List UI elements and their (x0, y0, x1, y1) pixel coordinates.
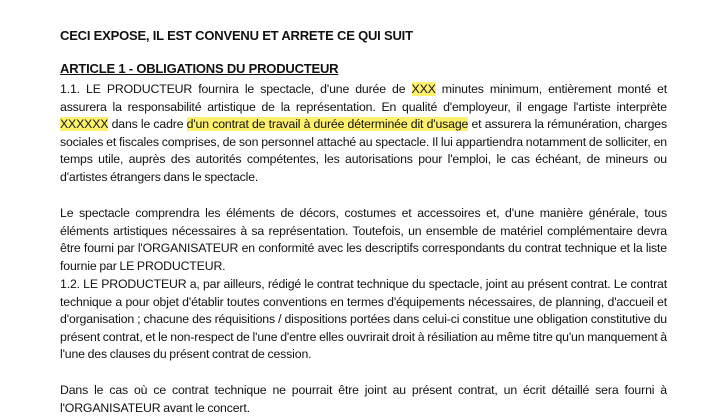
article-title: ARTICLE 1 - OBLIGATIONS DU PRODUCTEUR (60, 61, 339, 76)
text-run: minutes minimum, entièrement monté et assurera la responsabilité artistique de la représentation. En qualité d'employeur, il engage l'artiste interprète (60, 82, 667, 114)
highlight-artist-name: XXXXXX (60, 117, 109, 132)
text-run: dans le cadre (108, 117, 187, 132)
highlight-duration: XXX (411, 82, 436, 96)
paragraph-decor: Le spectacle comprendra les éléments de décors, costumes et accessoires et, d'une manière générale, tous éléments artistiques nécessaires à sa représentation. Toutefois, un ensemble de matériel complémentaire devra être fourni par l'ORGANISATEUR en conformité avec les descriptifs correspondants du contrat technique et la liste fournie par LE PRODUCTEUR. (60, 206, 667, 273)
text-run: et assurera la rémunération, charges sociales et fiscales comprises, de son personnel attaché au spectacle. Il lui appartiendra notamment de solliciter, en temps utile, auprès des autorités compétentes, les autorisations pour l'emploi, le cas échéant, de mineurs ou d'artistes étrangers dans le spectacle. (60, 117, 667, 184)
text-run: 1.1. LE PRODUCTEUR fournira le spectacle, d'une durée de (60, 82, 412, 96)
section-heading: CECI EXPOSE, IL EST CONVENU ET ARRETE CE QUI SUIT (60, 28, 413, 43)
highlight-contract-type: d'un contrat de travail à durée déterminée dit d'usage (186, 117, 469, 132)
paragraph-contrat-technique: Dans le cas où ce contrat technique ne pourrait être joint au présent contrat, un écrit détaillé sera fourni à l'ORGANISATEUR avant le concert. (60, 383, 667, 415)
paragraph-1-2: 1.2. LE PRODUCTEUR a, par ailleurs, rédigé le contrat technique du spectacle, joint au présent contrat. Le contrat technique a pour objet d'établir toutes conventions en termes d'équipements nécessaires, de planning, d'accueil et d'organisation ; chacune des réquisitions / dispositions portées dans celui-ci constitue une obligation constitutive du présent contrat, et le non-respect de l'une d'entre elles ouvrirait droit à résiliation au même titre qu'un manquement à l'une des clauses du présent contrat de cession. (60, 277, 667, 362)
paragraph-1-1 (60, 81, 667, 187)
